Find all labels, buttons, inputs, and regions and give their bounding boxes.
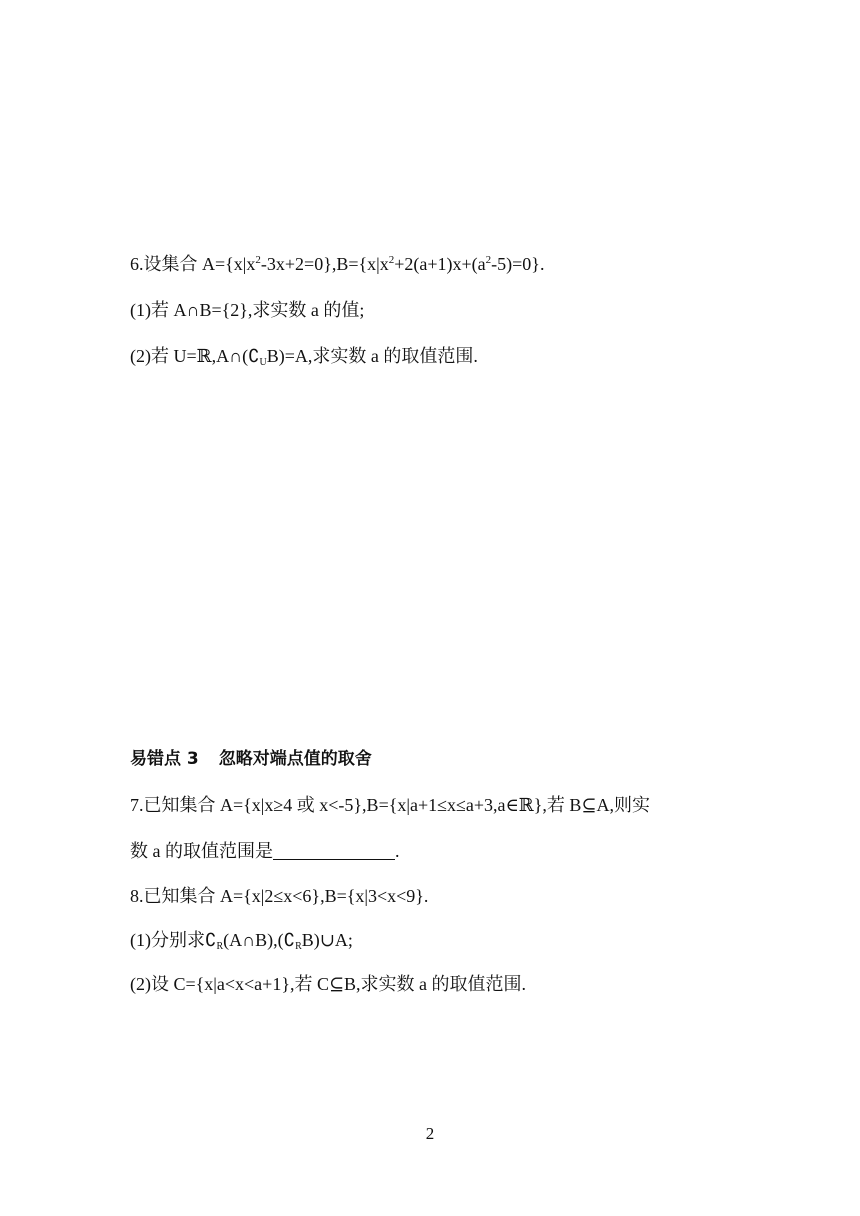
q8-part1 — [130, 928, 353, 952]
complement-symbol: ∁ — [283, 930, 296, 950]
q7-line1: 7.已知集合 A={x|x≥4 或 x<-5},B={x|a+1≤x≤a+3,a∈ℝ},若 B⊆A,则实 — [130, 795, 650, 815]
q6-stem-part4: -5)=0}. — [491, 254, 545, 274]
complement-symbol: ∁ — [205, 930, 217, 950]
q6-part1: (1)若 A∩B={2},求实数 a 的值; — [130, 300, 365, 320]
section-heading — [130, 747, 372, 771]
q6-stem-part1: 6.设集合 A={x|x — [130, 254, 256, 274]
section-title: 易错点 3 — [130, 749, 199, 769]
q6-exponent-1: 2 — [255, 254, 261, 266]
q7-line2-end: . — [395, 841, 400, 861]
q6-part2-text1: (2)若 U=ℝ,A∩( — [130, 346, 249, 366]
q6-part2 — [130, 344, 478, 368]
q6-stem-part3: +2(a+1)x+(a — [394, 254, 486, 274]
q6-exponent-3: 2 — [485, 254, 492, 266]
q8-part1-text3: B)∪A; — [301, 930, 353, 950]
q6-part2-text2: B)=A,求实数 a 的取值范围. — [266, 346, 478, 366]
section-subtitle: 忽略对端点值的取舍 — [218, 749, 372, 769]
complement-subscript: R — [295, 941, 302, 952]
q6-stem-part2: -3x+2=0},B={x|x — [260, 254, 389, 274]
q6-exponent-2: 2 — [388, 254, 395, 266]
q8-stem: 8.已知集合 A={x|2≤x<6},B={x|3<x<9}. — [130, 886, 429, 906]
q8-part1-text2: (A∩B),( — [223, 930, 284, 950]
complement-symbol: ∁ — [248, 346, 260, 366]
complement-subscript: R — [216, 941, 224, 952]
q6-stem — [130, 252, 544, 276]
complement-subscript: U — [259, 357, 267, 368]
answer-blank[interactable] — [273, 841, 395, 860]
q7-line2 — [130, 839, 400, 863]
q8-part1-text1: (1)分别求 — [130, 930, 205, 950]
page-number: 2 — [425, 1124, 435, 1143]
q7-line2-text: 数 a 的取值范围是 — [130, 841, 273, 861]
q8-part2: (2)设 C={x|a<x<a+1},若 C⊆B,求实数 a 的取值范围. — [130, 974, 527, 994]
